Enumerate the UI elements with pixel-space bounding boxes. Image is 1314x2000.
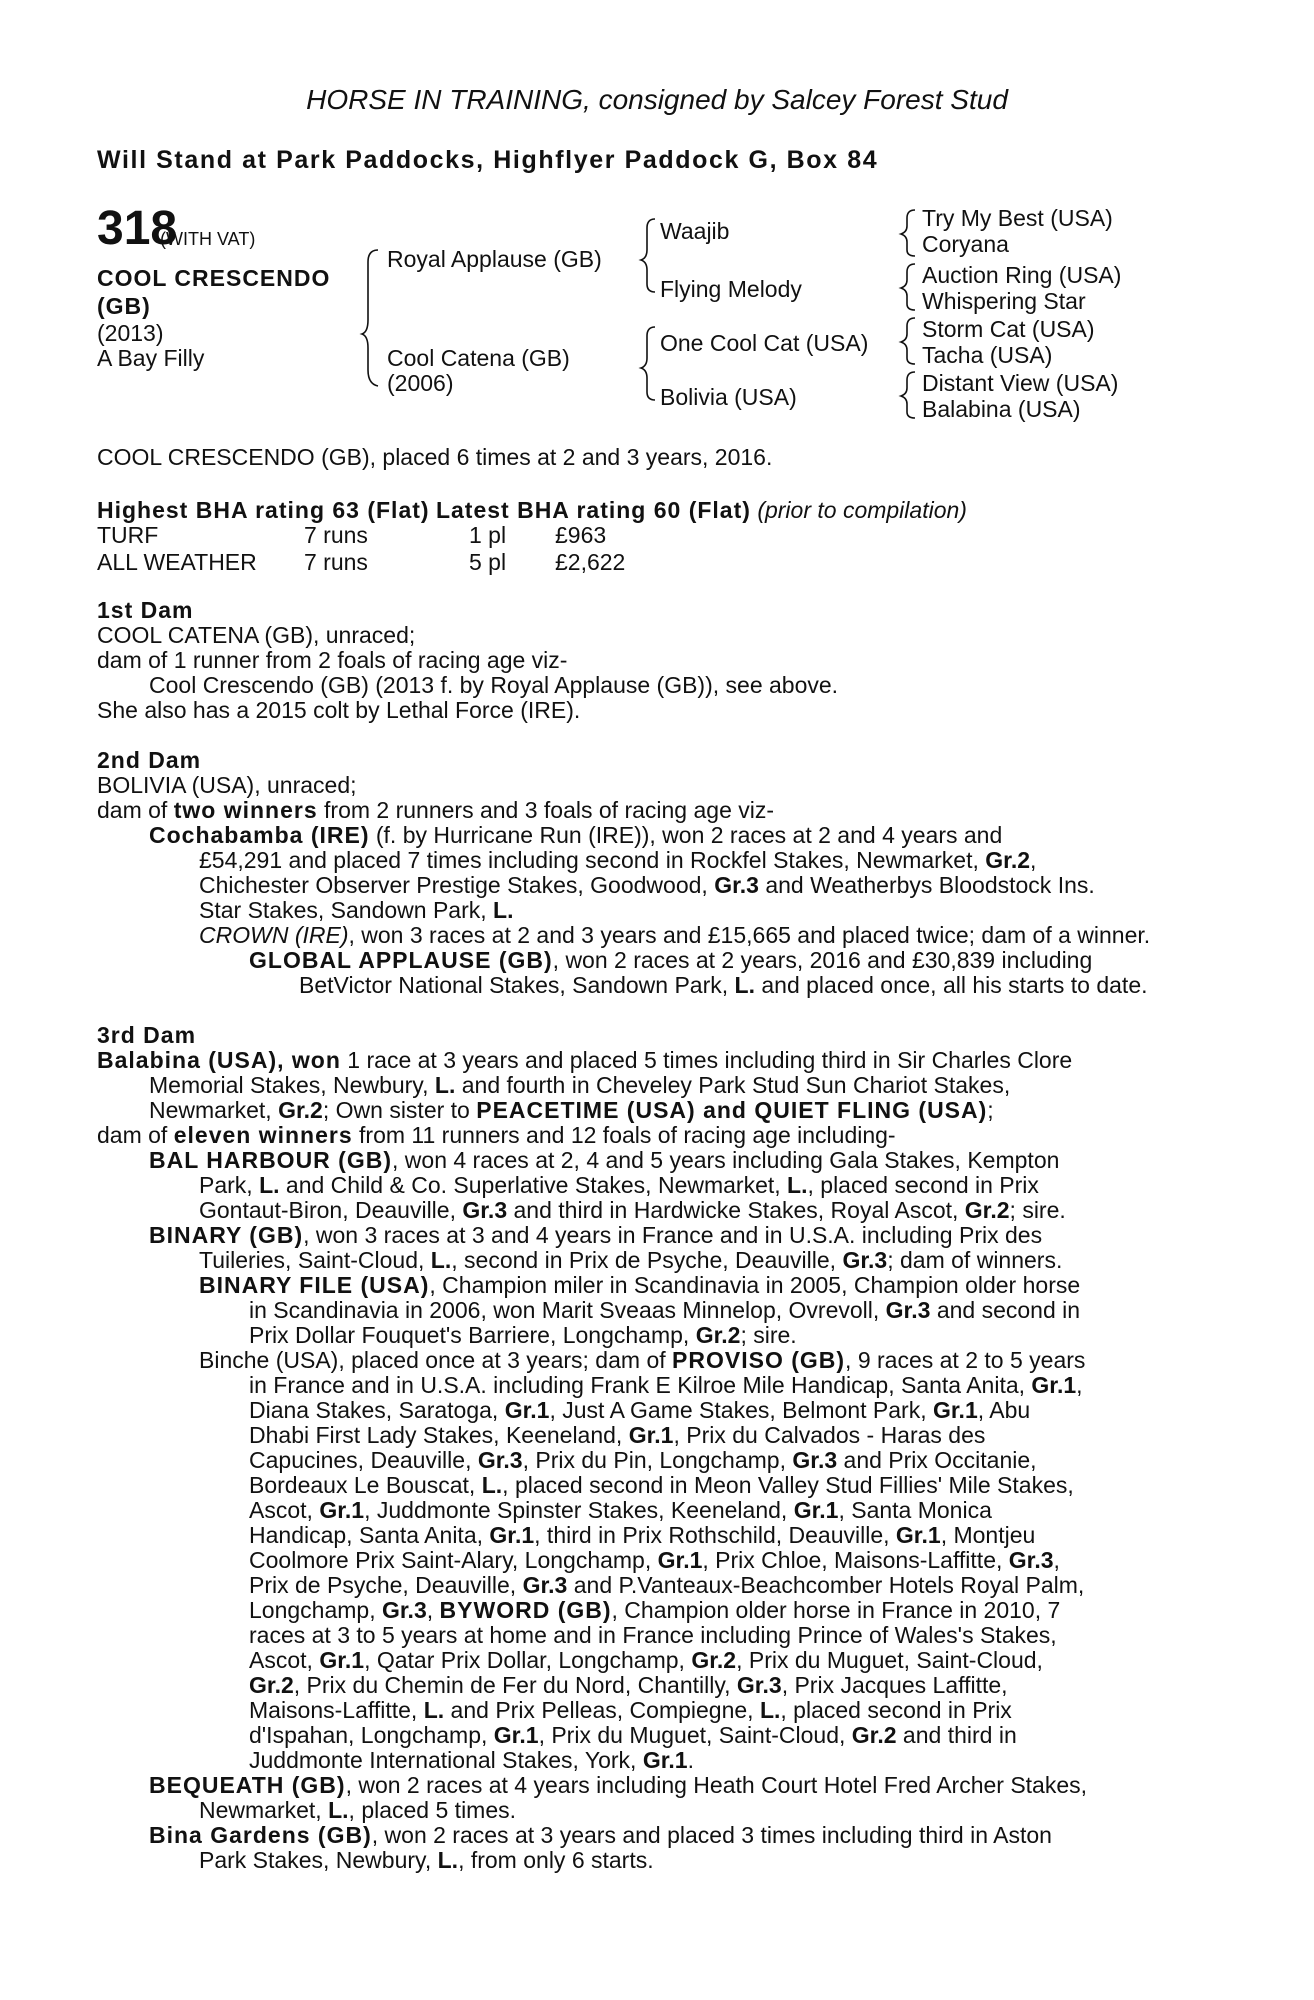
brace-sire <box>641 219 655 292</box>
text: Park Stakes, Newbury, <box>199 1847 438 1873</box>
text: from 2 runners and 3 foals of racing age viz- <box>317 797 775 823</box>
text-line: COOL CATENA (GB), unraced; <box>97 622 416 648</box>
text: Dhabi First Lady Stakes, Keeneland, <box>249 1422 629 1448</box>
text-line <box>97 1848 1194 1873</box>
grade: Gr.3 <box>522 1572 568 1598</box>
text: , Prix du Muguet, Saint-Cloud, <box>538 1722 852 1748</box>
text: in Scandinavia in 2006, won Marit Sveaas Minnelop, Ovrevoll, <box>249 1297 886 1323</box>
text: and second in <box>930 1297 1081 1323</box>
text: Prix de Psyche, Deauville, <box>249 1572 523 1598</box>
text: , Just A Game Stakes, Belmont Park, <box>549 1397 933 1423</box>
text: , <box>426 1597 440 1623</box>
grade: Gr.1 <box>489 1522 535 1548</box>
text: and P.Vanteaux-Beachcomber Hotels Royal Palm, <box>567 1572 1085 1598</box>
ancestor-1: Try My Best (USA) <box>922 205 1113 231</box>
grade: L. <box>481 1472 503 1498</box>
text: Coolmore Prix Saint-Alary, Longchamp, <box>249 1547 658 1573</box>
grade: L. <box>328 1797 349 1823</box>
text-line <box>97 1423 1194 1448</box>
text: Newmarket, <box>199 1797 329 1823</box>
text: Ascot, <box>249 1497 320 1523</box>
text-line <box>97 923 1194 948</box>
grade: L. <box>759 1697 781 1723</box>
grade: Gr.1 <box>895 1522 941 1548</box>
ancestor-8: Balabina (USA) <box>922 396 1081 422</box>
text: Maisons-Laffitte, <box>249 1697 424 1723</box>
brace-g12 <box>901 210 915 256</box>
text: Memorial Stakes, Newbury, <box>149 1072 435 1098</box>
text: d'Ispahan, Longchamp, <box>249 1722 494 1748</box>
text-line <box>97 1148 1194 1173</box>
first-dam-section <box>97 598 1194 723</box>
text: Chichester Observer Prestige Stakes, Goodwood, <box>199 872 715 898</box>
text-line <box>97 1723 1194 1748</box>
text: , Prix Jacques Laffitte, <box>781 1672 1008 1698</box>
text: and Prix Pelleas, Compiegne, <box>444 1697 760 1723</box>
text: , from only 6 starts. <box>458 1847 654 1873</box>
text: , Champion older horse in France in 2010, 7 <box>611 1597 1061 1623</box>
horse-name: GLOBAL APPLAUSE (GB) <box>249 947 553 973</box>
horse-name: BAL HARBOUR (GB) <box>149 1147 393 1173</box>
horse-name: COOL CRESCENDO (GB) <box>97 265 331 319</box>
horse-name: Cochabamba (IRE) <box>149 822 370 848</box>
text: ; <box>987 1097 994 1123</box>
grade: Gr.3 <box>462 1197 508 1223</box>
prize: £963 <box>555 522 607 548</box>
dam-sire: One Cool Cat (USA) <box>660 330 869 356</box>
ancestor-4: Whispering Star <box>922 288 1086 314</box>
grade: Gr.2 <box>249 1672 294 1698</box>
horse-description: A Bay Filly <box>97 345 205 371</box>
grade: Gr.3 <box>885 1297 931 1323</box>
text: Diana Stakes, Saratoga, <box>249 1397 505 1423</box>
text-line <box>97 1073 1194 1098</box>
runs: 7 runs <box>304 522 368 548</box>
text-line <box>97 1473 1194 1498</box>
brace-sire-dam <box>362 250 378 386</box>
grade: L. <box>437 1847 459 1873</box>
horse-name: BYWORD (GB) <box>439 1597 612 1623</box>
text-line <box>97 1548 1194 1573</box>
text: Longchamp, <box>249 1597 382 1623</box>
text-line <box>97 1773 1194 1798</box>
brace-g34 <box>901 264 915 310</box>
text: and fourth in Cheveley Park Stud Sun Chariot Stakes, <box>455 1072 1011 1098</box>
text-line <box>97 1223 1194 1248</box>
text-line <box>97 1348 1194 1373</box>
text: , Abu <box>977 1397 1031 1423</box>
grade: L. <box>430 1247 452 1273</box>
text-line <box>97 1298 1194 1323</box>
text: and Child & Co. Superlative Stakes, Newmarket, <box>279 1172 788 1198</box>
grade: Gr.2 <box>691 1647 737 1673</box>
text-line <box>97 1273 1194 1298</box>
text: , won 2 races at 2 years, 2016 and £30,839 including <box>552 947 1093 973</box>
sire-dam: Flying Melody <box>660 276 802 302</box>
placings: 5 pl <box>469 549 507 575</box>
text-line <box>97 1823 1194 1848</box>
text: , Champion miler in Scandinavia in 2005, Champion older horse <box>429 1272 1081 1298</box>
ratings-note: (prior to compilation) <box>757 497 967 523</box>
second-dam-section <box>97 748 1194 998</box>
horse-name: PEACETIME (USA) <box>476 1097 696 1123</box>
text: Park, <box>199 1172 260 1198</box>
page-header: HORSE IN TRAINING, consigned by Salcey Forest Stud <box>306 84 1008 115</box>
text: , Montjeu <box>940 1522 1036 1548</box>
highest-rating: Highest BHA rating 63 (Flat) <box>97 497 430 523</box>
text: Star Stakes, Sandown Park, <box>199 897 494 923</box>
text: and third in <box>896 1722 1017 1748</box>
text-line <box>97 823 1194 848</box>
horse-name: QUIET FLING (USA) <box>754 1097 988 1123</box>
text-line <box>97 1123 1194 1148</box>
grade: Gr.1 <box>628 1422 674 1448</box>
text: from 11 runners and 12 foals of racing age including- <box>352 1122 896 1148</box>
grade: Gr.3 <box>381 1597 427 1623</box>
grade: Gr.2 <box>695 1322 741 1348</box>
text: and Weatherbys Bloodstock Ins. <box>758 872 1095 898</box>
horse-name: Balabina (USA) <box>97 1047 278 1073</box>
sire-sire: Waajib <box>660 218 730 244</box>
text-line <box>97 1098 1194 1123</box>
text-line <box>97 1498 1194 1523</box>
grade: Gr.3 <box>842 1247 888 1273</box>
foaling-year: (2013) <box>97 320 164 346</box>
grade: Gr.1 <box>793 1497 839 1523</box>
text: and third in Hardwicke Stakes, Royal Ascot, <box>507 1197 965 1223</box>
ancestor-7: Distant View (USA) <box>922 370 1119 396</box>
text: , Prix du Pin, Longchamp, <box>522 1447 793 1473</box>
text: £54,291 and placed 7 times including second in Rockfel Stakes, Newmarket, <box>199 847 986 873</box>
text: , placed 5 times. <box>348 1797 517 1823</box>
text: BetVictor National Stakes, Sandown Park, <box>299 972 735 998</box>
text: dam of <box>97 1122 174 1148</box>
text: , Santa Monica <box>838 1497 992 1523</box>
text: and Prix Occitanie, <box>837 1447 1037 1473</box>
text-line <box>97 973 1194 998</box>
text: , Prix Chloe, Maisons-Laffitte, <box>702 1547 1009 1573</box>
grade: Gr.2 <box>985 847 1031 873</box>
text: Binche (USA), placed once at 3 years; dam of <box>199 1347 673 1373</box>
text: , Prix du Calvados - Haras des <box>673 1422 986 1448</box>
text: , won 2 races at 3 years and placed 3 times including third in Aston <box>371 1822 1052 1848</box>
grade: Gr.3 <box>477 1447 523 1473</box>
text: , Juddmonte Spinster Stakes, Keeneland, <box>364 1497 794 1523</box>
race-record-table <box>97 522 625 576</box>
text: ; Own sister to <box>322 1097 477 1123</box>
surface: TURF <box>97 522 159 548</box>
runs: 7 runs <box>304 549 368 575</box>
text: , placed second in Prix <box>780 1697 1012 1723</box>
text: and placed once, all his starts to date. <box>754 972 1148 998</box>
section-heading: 1st Dam <box>97 597 194 623</box>
grade: L. <box>423 1697 445 1723</box>
text: Juddmonte International Stakes, York, <box>249 1747 643 1773</box>
ancestor-2: Coryana <box>922 231 1009 257</box>
stand-location: Will Stand at Park Paddocks, Highflyer Paddock G, Box 84 <box>97 146 879 174</box>
text: Capucines, Deauville, <box>249 1447 478 1473</box>
grade: Gr.1 <box>493 1722 539 1748</box>
grade: Gr.2 <box>964 1197 1010 1223</box>
sire: Royal Applause (GB) <box>387 246 602 272</box>
text-line <box>97 1248 1194 1273</box>
text-line <box>97 948 1194 973</box>
dam-dam: Bolivia (USA) <box>660 384 797 410</box>
text: , placed second in Prix <box>807 1172 1039 1198</box>
text-line <box>97 1398 1194 1423</box>
surface: ALL WEATHER <box>97 549 257 575</box>
text-line <box>97 848 1194 873</box>
text-line: Cool Crescendo (GB) (2013 f. by Royal Applause (GB)), see above. <box>149 672 839 698</box>
table-row <box>97 522 625 549</box>
text: (f. by Hurricane Run (IRE)), won 2 races at 2 and 4 years and <box>369 822 1003 848</box>
grade: Gr.1 <box>642 1747 688 1773</box>
grade: Gr.3 <box>1008 1547 1054 1573</box>
text: , won 4 races at 2, 4 and 5 years including Gala Stakes, Kempton <box>392 1147 1060 1173</box>
grade: L. <box>787 1172 808 1198</box>
placings: 1 pl <box>469 522 507 548</box>
grade: L. <box>493 897 514 923</box>
lot-number: 318 <box>97 202 178 255</box>
grade: L. <box>734 972 755 998</box>
third-dam-section <box>97 1023 1194 1873</box>
text-line: BOLIVIA (USA), unraced; <box>97 772 357 798</box>
text: , <box>1076 1372 1083 1398</box>
text-line <box>97 1373 1194 1398</box>
grade: Gr.1 <box>504 1397 550 1423</box>
text: Newmarket, <box>149 1097 279 1123</box>
horse-name: BINARY (GB) <box>149 1222 304 1248</box>
text: two winners <box>173 797 318 823</box>
ancestor-3: Auction Ring (USA) <box>922 262 1122 288</box>
grade: Gr.1 <box>319 1497 365 1523</box>
brace-dam <box>641 327 655 400</box>
section-heading: 3rd Dam <box>97 1022 197 1048</box>
text: , won 3 races at 3 and 4 years in France and in U.S.A. including Prix des <box>303 1222 1043 1248</box>
text-line <box>97 1448 1194 1473</box>
text-line <box>97 1673 1194 1698</box>
grade: Gr.3 <box>736 1672 782 1698</box>
text: 1 race at 3 years and placed 5 times including third in Sir Charles Clore <box>340 1047 1073 1073</box>
grade: Gr.3 <box>714 872 759 898</box>
text-line <box>97 1173 1194 1198</box>
text-line <box>97 1698 1194 1723</box>
text: , Prix du Chemin de Fer du Nord, Chantilly, <box>293 1672 737 1698</box>
text-line: She also has a 2015 colt by Lethal Force (IRE). <box>97 697 581 723</box>
text-line <box>97 1748 1194 1773</box>
grade: L. <box>434 1072 456 1098</box>
text-line <box>97 1798 1194 1823</box>
text: Handicap, Santa Anita, <box>249 1522 490 1548</box>
horse-name: BEQUEATH (GB) <box>149 1772 346 1798</box>
text: , won <box>277 1047 341 1073</box>
brace-g78 <box>901 372 915 418</box>
text: , Prix du Muguet, Saint-Cloud, <box>736 1647 1043 1673</box>
ratings-line <box>97 497 967 524</box>
text: Ascot, <box>249 1647 320 1673</box>
text: ; sire. <box>1009 1197 1066 1223</box>
text: , won 3 races at 2 and 3 years and £15,665 and placed twice; dam of a winner. <box>348 922 1151 948</box>
text-line <box>97 1198 1194 1223</box>
prize: £2,622 <box>555 549 626 575</box>
text: Prix Dollar Fouquet's Barriere, Longchamp, <box>249 1322 696 1348</box>
section-heading: 2nd Dam <box>97 747 202 773</box>
table-row <box>97 549 625 576</box>
grade: Gr.2 <box>851 1722 897 1748</box>
text-line <box>97 873 1194 898</box>
text-line <box>97 1048 1194 1073</box>
text: , third in Prix Rothschild, Deauville, <box>534 1522 896 1548</box>
text: , <box>1030 847 1037 873</box>
text: . <box>687 1747 694 1773</box>
race-summary: COOL CRESCENDO (GB), placed 6 times at 2 and 3 years, 2016. <box>97 444 773 470</box>
text: in France and in U.S.A. including Frank E Kilroe Mile Handicap, Santa Anita, <box>249 1372 1032 1398</box>
text: , 9 races at 2 to 5 years <box>845 1347 1086 1373</box>
text: dam of <box>97 797 174 823</box>
text-line: dam of 1 runner from 2 foals of racing age viz- <box>97 647 568 673</box>
brace-g56 <box>901 318 915 364</box>
grade: L. <box>259 1172 280 1198</box>
horse-name: CROWN (IRE) <box>199 922 349 948</box>
text-line <box>97 1573 1194 1598</box>
vat-note: (WITH VAT) <box>160 229 256 249</box>
text: Gontaut-Biron, Deauville, <box>199 1197 463 1223</box>
text: , second in Prix de Psyche, Deauville, <box>451 1247 843 1273</box>
horse-name: BINARY FILE (USA) <box>199 1272 430 1298</box>
text: eleven winners <box>173 1122 353 1148</box>
text: Bordeaux Le Bouscat, <box>249 1472 482 1498</box>
text-line <box>97 1323 1194 1348</box>
ancestor-5: Storm Cat (USA) <box>922 316 1095 342</box>
grade: Gr.3 <box>792 1447 838 1473</box>
horse-name: Bina Gardens (GB) <box>149 1822 372 1848</box>
grade: Gr.1 <box>319 1647 365 1673</box>
text: Tuileries, Saint-Cloud, <box>199 1247 431 1273</box>
text-line: races at 3 to 5 years at home and in France including Prince of Wales's Stakes, <box>249 1622 1057 1648</box>
text-line <box>97 1523 1194 1548</box>
dam-year: (2006) <box>387 370 454 396</box>
grade: Gr.2 <box>278 1097 323 1123</box>
grade: Gr.1 <box>932 1397 978 1423</box>
text: , Qatar Prix Dollar, Longchamp, <box>364 1647 692 1673</box>
grade: Gr.1 <box>1031 1372 1077 1398</box>
text-line <box>97 1648 1194 1673</box>
text: ; sire. <box>740 1322 797 1348</box>
ancestor-6: Tacha (USA) <box>922 342 1053 368</box>
grade: Gr.1 <box>657 1547 703 1573</box>
text: , placed second in Meon Valley Stud Fillies' Mile Stakes, <box>502 1472 1074 1498</box>
text-line <box>97 1598 1194 1623</box>
text: ; dam of winners. <box>887 1247 1063 1273</box>
text: and <box>695 1097 755 1123</box>
text: , won 2 races at 4 years including Heath Court Hotel Fred Archer Stakes, <box>345 1772 1088 1798</box>
text: , <box>1053 1547 1060 1573</box>
dam: Cool Catena (GB) <box>387 345 570 371</box>
horse-name: PROVISO (GB) <box>672 1347 846 1373</box>
text-line <box>97 898 1194 923</box>
latest-rating: Latest BHA rating 60 (Flat) <box>435 497 751 523</box>
text-line <box>97 798 1194 823</box>
